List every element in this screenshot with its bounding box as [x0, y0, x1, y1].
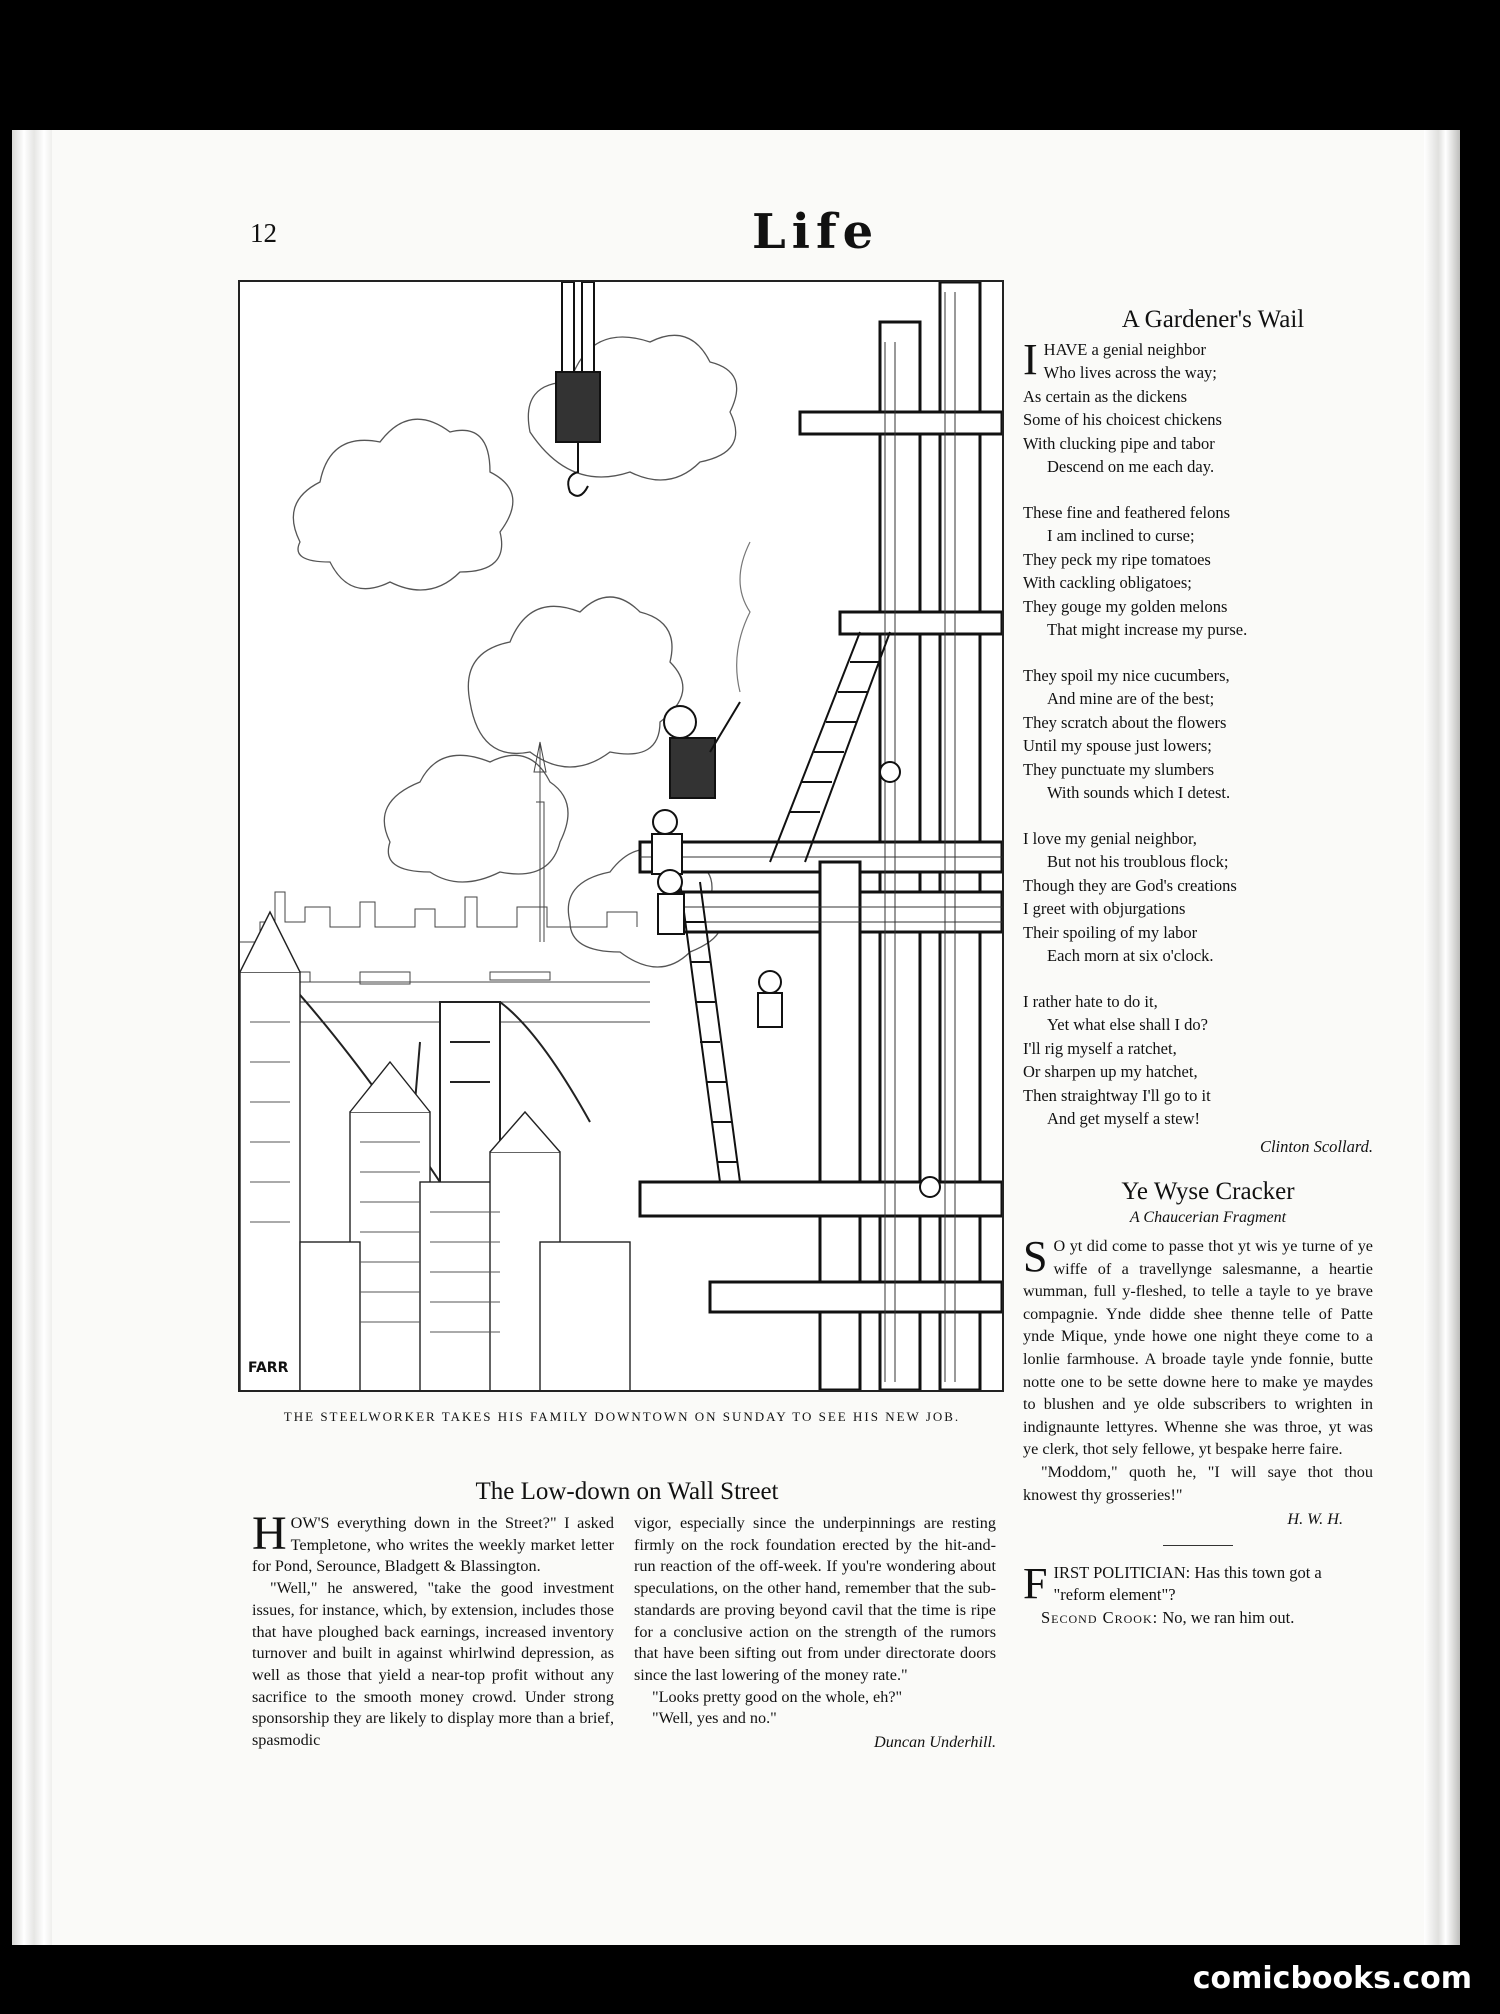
- wallstreet-paragraph-1: [252, 1507, 614, 1578]
- right-column: [1023, 308, 1373, 1630]
- gardener-stanza-4: [1023, 827, 1373, 968]
- poem-line: Their spoiling of my labor: [1023, 922, 1198, 942]
- politician-reply: No, we ran him out.: [1162, 1607, 1295, 1627]
- cracker-subtitle: A Chaucerian Fragment: [1129, 1208, 1287, 1226]
- politician-joke: [1023, 1558, 1373, 1630]
- poem-line: These fine and feathered felons: [1023, 502, 1231, 522]
- gardener-dropcap: I: [1023, 334, 1038, 384]
- poem-line: Yet what else shall I do?: [1047, 1015, 1209, 1034]
- speaker-label: Second Crook:: [1041, 1607, 1159, 1627]
- poem-line: With clucking pipe and tabor: [1023, 433, 1215, 453]
- wallstreet-column-1: [252, 1507, 614, 1752]
- gardener-stanza-2: [1023, 501, 1373, 642]
- section-divider: [1163, 1545, 1233, 1546]
- artist-signature: FARR: [248, 1360, 289, 1376]
- page-number: 12: [250, 218, 277, 248]
- poem-line: Descend on me each day.: [1047, 457, 1215, 476]
- cracker-title: Ye Wyse Cracker: [1121, 1178, 1295, 1205]
- gardener-stanza-1: [1023, 334, 1373, 479]
- wallstreet-paragraph-4: "Looks pretty good on the whole, eh?": [652, 1687, 903, 1706]
- poem-line: Each morn at six o'clock.: [1047, 946, 1214, 965]
- magazine-page: [12, 130, 1460, 1945]
- steelworker-cartoon-drawing: [240, 282, 1002, 1390]
- wallstreet-title: The Low-down on Wall Street: [475, 1478, 779, 1505]
- poem-line: Some of his choicest chickens: [1023, 410, 1222, 429]
- poem-line: With sounds which I detest.: [1047, 783, 1231, 802]
- cracker-body: [1023, 1232, 1373, 1531]
- poem-line: With cackling obligatoes;: [1023, 573, 1192, 592]
- illustration-caption: THE STEELWORKER TAKES HIS FAMILY DOWNTOWN ON SUNDAY TO SEE HIS NEW JOB.: [283, 1409, 961, 1424]
- wallstreet-paragraph-5: "Well, yes and no.": [652, 1709, 777, 1728]
- poem-line: Then straightway I'll go to it: [1023, 1085, 1211, 1105]
- wallstreet-paragraph-3: vigor, especially since the underpinnings are resting firmly on the rock foundation erected by the hit-and-run reaction of the off-week. If you're wondering about speculations, on the other hand, remember that the sub-standards are proving beyond cavil that the time is ripe for a conclusive action on the strength of the rumors that have been sifting out from under directorate doors since the last lowering of the money rate.": [634, 1514, 996, 1684]
- page-binding: [12, 130, 52, 1945]
- poem-line: As certain as the dickens: [1023, 386, 1188, 406]
- politician-text: IRST POLITICIAN: Has this town got a "reform element"?: [1053, 1562, 1322, 1605]
- politician-line-1: [1023, 1558, 1373, 1608]
- gardener-stanza-3: [1023, 664, 1373, 805]
- poem-line: Though they are God's creations: [1023, 875, 1237, 895]
- poem-line: I love my genial neighbor,: [1023, 828, 1197, 848]
- poem-line: They spoil my nice cucumbers,: [1023, 665, 1230, 685]
- gardener-title: A Gardener's Wail: [1121, 306, 1305, 333]
- poem-line: But not his troublous flock;: [1047, 852, 1229, 871]
- cracker-dropcap: S: [1023, 1232, 1048, 1281]
- wallstreet-column-2: [634, 1513, 996, 1754]
- wallstreet-signature: Duncan Underhill.: [874, 1733, 996, 1752]
- poem-line: That might increase my purse.: [1047, 620, 1248, 639]
- wallstreet-paragraph-2: "Well," he answered, "take the good investment issues, for instance, which, by extension, includes those that have ploughed back earnings, increased inventory turnover and built in against whirlwind depression, as well as those that yield a near-top profit without any sacrifice to the smooth money crowd. Under strong sponsorship they are likely to display more than a brief, spasmodic: [252, 1579, 614, 1750]
- poem-line: And mine are of the best;: [1047, 689, 1215, 708]
- poem-line: Until my spouse just lowers;: [1023, 736, 1212, 755]
- poem-line: I am inclined to curse;: [1047, 526, 1195, 545]
- poem-line: They peck my ripe tomatoes: [1023, 549, 1211, 569]
- poem-line: They punctuate my slumbers: [1023, 759, 1215, 779]
- masthead-logo: Life: [752, 204, 880, 260]
- poem-line: And get myself a stew!: [1047, 1109, 1201, 1128]
- poem-line: Who lives across the way;: [1043, 363, 1217, 382]
- site-watermark: comicbooks.com: [1192, 1961, 1472, 1996]
- gardener-stanza-5: [1023, 990, 1373, 1131]
- poem-line: I rather hate to do it,: [1023, 991, 1158, 1011]
- politician-line-2: [1023, 1607, 1373, 1630]
- cartoon-illustration: [238, 280, 1004, 1392]
- poem-line: They gouge my golden melons: [1023, 596, 1228, 616]
- wallstreet-dropcap: H: [252, 1507, 287, 1560]
- poem-line: I'll rig myself a ratchet,: [1023, 1038, 1177, 1058]
- politician-dropcap: F: [1023, 1558, 1048, 1608]
- cracker-signature: H. W. H.: [1287, 1510, 1343, 1529]
- cracker-text: O yt did come to passe thot yt wis ye turne of ye wiffe of a travellynge salesmanne, a heartie wumman, full y-fleshed, to telle a tayle to ye brave compagnie. Ynde didde shee thenne telle of Patte ynde Mique, ynde howe one night theye come to a lonlie farmhouse. A broade tayle ynde fonnie, butte notte one to be sette downe here to make ye maydes to blushen and ye olde subscribers to wrighten in indignaunte lettyres. Whenne she was throe, yt was ye clerk, thot sely fellowe, yt bespake herre faire.: [1023, 1237, 1373, 1459]
- poem-line: Or sharpen up my hatchet,: [1023, 1062, 1198, 1081]
- poem-line: They scratch about the flowers: [1023, 712, 1227, 732]
- cracker-paragraph-1: [1023, 1232, 1373, 1461]
- cracker-paragraph-2: "Moddom," quoth he, "I will saye thot thou knowest thy grosseries!": [1023, 1462, 1373, 1504]
- gardener-signature: Clinton Scollard.: [1259, 1136, 1373, 1156]
- page-edge: [1424, 130, 1460, 1945]
- poem-line: HAVE a genial neighbor: [1043, 339, 1207, 359]
- poem-line: I greet with objurgations: [1023, 899, 1186, 918]
- wallstreet-text-1: OW'S everything down in the Street?" I asked Templetone, who writes the weekly market letter for Pond, Serounce, Bladgett & Blassington.: [252, 1514, 614, 1576]
